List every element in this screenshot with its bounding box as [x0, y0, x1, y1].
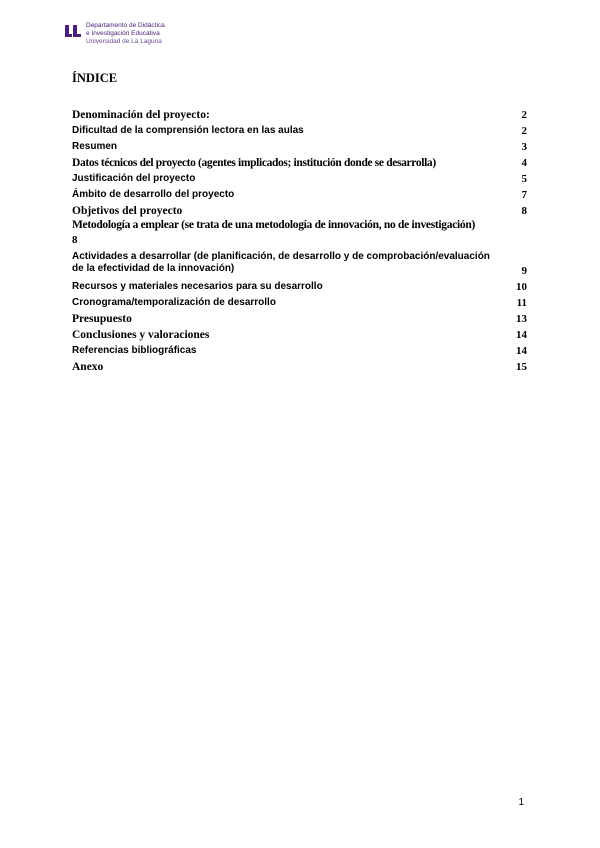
toc-entry-label: Anexo	[72, 361, 104, 373]
toc-entry-page: 4	[521, 157, 527, 169]
toc-entry-label: Resumen	[72, 141, 118, 152]
ull-logo-icon	[64, 24, 82, 38]
toc-entry-label: Metodología a emplear (se trata de una metodología de innovación, no de investigación)	[72, 219, 475, 231]
toc-entry-page: 2	[521, 109, 527, 121]
toc-entry-page: 14	[516, 345, 527, 357]
page-number: 1	[518, 797, 524, 808]
toc-entry-label: Objetivos del proyecto	[72, 205, 183, 217]
toc-entry[interactable]	[72, 311, 527, 327]
toc-entry[interactable]	[72, 155, 527, 171]
toc-entry-label: Referencias bibliográficas	[72, 345, 197, 356]
toc-entry[interactable]	[72, 359, 527, 375]
header-department-line1: Departamento de Didáctica	[86, 22, 165, 29]
toc-entry-label: Presupuesto	[72, 313, 132, 325]
toc-entry-page: 2	[521, 125, 527, 137]
index-title: ÍNDICE	[72, 71, 118, 85]
toc-entry[interactable]	[72, 219, 527, 251]
header-university: Universidad de La Laguna	[86, 38, 162, 45]
toc-entry-page: 15	[516, 361, 527, 373]
toc-entry[interactable]	[72, 295, 527, 311]
toc-entry-label: Conclusiones y valoraciones	[72, 329, 210, 341]
toc-entry-page: 13	[516, 313, 527, 325]
table-of-contents	[72, 107, 527, 375]
toc-entry-label: Actividades a desarrollar (de planificación, de desarrollo y de comprobación/evaluación de la efectividad de la innovación)	[72, 251, 490, 274]
toc-entry-label: Ámbito de desarrollo del proyecto	[72, 189, 235, 200]
toc-entry-label: Recursos y materiales necesarios para su desarrollo	[72, 281, 323, 292]
toc-entry-page: 8	[72, 234, 78, 246]
toc-entry-page: 7	[521, 189, 527, 201]
toc-entry-page: 3	[521, 141, 527, 153]
toc-entry[interactable]	[72, 279, 527, 295]
toc-entry-page: 9	[521, 265, 527, 277]
toc-entry[interactable]	[72, 139, 527, 155]
toc-entry[interactable]	[72, 107, 527, 123]
toc-entry-label: Dificultad de la comprensión lectora en las aulas	[72, 125, 304, 136]
toc-entry[interactable]	[72, 251, 527, 279]
toc-entry[interactable]	[72, 327, 527, 343]
toc-entry-label: Denominación del proyecto:	[72, 109, 210, 121]
department-header	[64, 22, 165, 48]
toc-entry-label: Cronograma/temporalización de desarrollo	[72, 297, 276, 308]
toc-entry-page: 10	[516, 281, 527, 293]
toc-entry-page: 8	[521, 205, 527, 217]
toc-entry[interactable]	[72, 187, 527, 203]
toc-entry-page: 11	[516, 297, 527, 309]
toc-entry[interactable]	[72, 123, 527, 139]
toc-entry-label: Justificación del proyecto	[72, 173, 196, 184]
toc-entry-page: 14	[516, 329, 527, 341]
toc-entry[interactable]	[72, 171, 527, 187]
toc-entry[interactable]	[72, 203, 527, 219]
toc-entry-page: 5	[521, 173, 527, 185]
toc-entry[interactable]	[72, 343, 527, 359]
toc-entry-label: Datos técnicos del proyecto (agentes implicados; institución donde se desarrolla)	[72, 157, 436, 169]
header-department-line2: e Investigación Educativa	[86, 30, 160, 37]
